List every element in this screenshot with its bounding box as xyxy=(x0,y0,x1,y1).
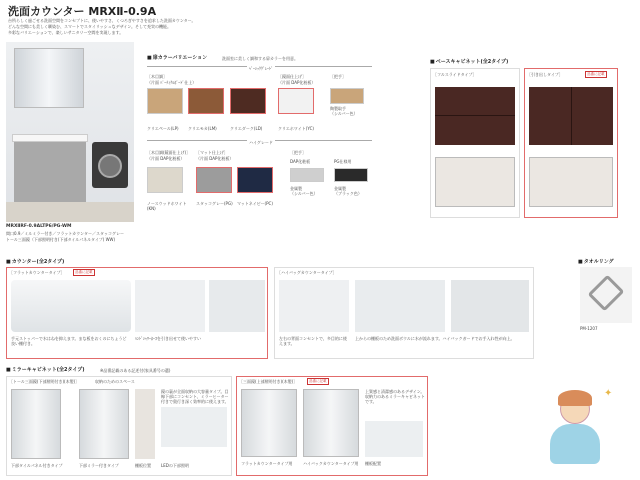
main-product-photo xyxy=(6,42,134,222)
mirror-a-image-4 xyxy=(161,407,227,447)
handle2-label: ［把手］ xyxy=(290,150,306,155)
intro-line-2: どんな空間にも美しく馴染む、スマートでスタイリッシュなデザイン。そして充実の機能。 xyxy=(8,24,171,29)
woman-illustration xyxy=(520,384,630,476)
base-type-b-badge: 品番に記載 xyxy=(587,72,605,76)
mirror-type-b-badge: 品番に記載 xyxy=(309,379,327,383)
photo-model: MRXⅡRF-0.9ALTP6/PG-WM xyxy=(6,224,72,229)
mirror-cap-6: ハイバックカウンタータイプ用 xyxy=(303,461,359,466)
mirror-cap-7: 棚板配置 xyxy=(365,461,381,466)
mirror-title: ■ ミラーキャビネット(全2タイプ) xyxy=(6,366,85,373)
counter-flat-badge: 品番に記載 xyxy=(75,270,93,274)
mirror-cap-5: フラットカウンタータイプ用 xyxy=(241,461,293,466)
intro-line-1: 台所らしく過ごせる洗面空間をコンセプトに、使いやすさ、くつろぎやすさを追求した洗面カウンター。 xyxy=(8,18,196,23)
mirror-a-image-2 xyxy=(79,389,129,459)
swatch-ld[interactable] xyxy=(230,88,266,114)
counter-top xyxy=(12,134,88,142)
base-type-b-open xyxy=(529,157,613,207)
mirror-type-b-label: ［三面鏡(上部照明付き)(木製)］ xyxy=(239,379,298,384)
mirror-note: ※品番記載のある記述付(家具番号の選) xyxy=(100,368,171,373)
wall-mirror xyxy=(14,48,84,108)
counter-flat-image xyxy=(11,280,131,332)
handle-silver-name: 金属製 xyxy=(290,186,302,191)
grade-high-label: ハイグレード xyxy=(249,140,273,145)
handle-sub: （シルバー色） xyxy=(330,111,358,116)
base-type-a-drawer-line xyxy=(435,115,515,116)
page-title: 洗面カウンター MRXⅡ-0.9A xyxy=(8,5,157,18)
wood-sub: （片面 ﾊﾟｰﾃｨｸﾙﾎﾞｰﾄﾞ仕上） xyxy=(147,80,197,85)
mirror-type-a-label: ［トール三面鏡(下部照明付き)(木製)］ xyxy=(9,379,80,384)
handle-silver-sub: （シルバー色） xyxy=(290,191,318,196)
swatch-lm[interactable] xyxy=(188,88,224,114)
base-cabinet-photo xyxy=(14,142,86,202)
base-type-b-divider xyxy=(571,87,572,145)
mirror-type-a-box xyxy=(6,376,232,476)
row2-wood-label: ［木目調(鏡面仕上げ)］ xyxy=(147,150,191,155)
handle-black-name: 金属製 xyxy=(334,186,346,191)
mirror-cap-3: 棚板位置 xyxy=(135,463,151,468)
illustration-hair xyxy=(558,390,592,406)
counter-hibag-image-3 xyxy=(451,280,529,332)
towel-ring-icon xyxy=(588,275,625,312)
photo-caption-2: トール三面鏡（下部照明付き(下部タイルパネルタイプ) WW) xyxy=(6,237,116,242)
mirror-type-b-box xyxy=(236,376,428,476)
swatch-lp-name: クリエペール(LP) xyxy=(147,126,179,131)
counter-hibag-label: ［ハイバッグカウンタータイプ］ xyxy=(277,270,337,275)
towel-model: PM-1207 xyxy=(580,326,598,331)
towel-ring-image xyxy=(580,267,632,323)
counter-flat-box xyxy=(6,267,268,359)
swatch-handle-black[interactable] xyxy=(334,168,368,182)
counter-text-2: ﾊﾝﾄﾞｼｬﾜｰﾎｰｽを引き出せて使いやすい xyxy=(135,336,201,341)
washing-drum xyxy=(98,154,122,178)
swatch-handle-silver[interactable] xyxy=(290,168,324,182)
counter-text-1: 手元ストッパーで水はねを抑えます。まな板をおくのにちょうど良い棚付き。 xyxy=(11,336,127,346)
swatch-lp[interactable] xyxy=(147,88,183,114)
mirror-finish-sub: （片面 DAP化粧板） xyxy=(278,80,316,85)
wood-label: ［木目調］ xyxy=(147,74,167,79)
base-cabinet-title: ■ ベースキャビネット(全2タイプ) xyxy=(430,58,508,65)
floor xyxy=(6,202,134,222)
mirror-cap-2: 下部ミラー付きタイプ xyxy=(79,463,119,468)
counter-flat-label: ［フラットカウンタータイプ］ xyxy=(9,270,65,275)
counter-text-4: 上からの棚板のため洗面ボウルに水が流れます。ハイバックガードでお手入れ性が向上。 xyxy=(355,336,515,341)
photo-caption-1: 間口0.9／ミルミラー付き／フラットカウンター／スタッコグレー xyxy=(6,231,125,236)
counter-hibag-image-2 xyxy=(355,280,445,332)
swatch-pg-name: スタッコグレー(PG) xyxy=(196,201,233,206)
mirror-b-image-3 xyxy=(365,421,423,457)
base-type-a xyxy=(430,68,520,218)
mirror-type-a-sub: 収納のためのスペース xyxy=(95,379,135,384)
base-type-a-cabinet xyxy=(435,87,515,145)
grade-standard-label: ﾍﾞｰｼｯｸｸﾞﾚｰﾄﾞ xyxy=(249,66,273,71)
row2-matte-label: ［マット仕上げ］ xyxy=(196,150,228,155)
mirror-finish-label: ［鏡面仕上げ］ xyxy=(278,74,307,79)
mirror-cap-1: 下部タイルパネル付きタイプ xyxy=(11,463,63,468)
mirror-a-image-3 xyxy=(135,389,155,459)
handle2-b: PG仕様用 xyxy=(334,159,352,164)
counter-hibag-image-1 xyxy=(279,280,349,332)
handle-black-sub: （ブラック色） xyxy=(334,191,362,196)
grade-standard-bar xyxy=(147,66,372,72)
row2-wood-sub: （片面 DAP化粧板） xyxy=(147,156,185,161)
swatch-yc-name: クリエホワイト(YC) xyxy=(278,126,314,131)
mirror-a-image-1 xyxy=(11,389,61,459)
counter-hose-image xyxy=(209,280,265,332)
mirror-b-image-2 xyxy=(303,389,359,457)
counter-text-3: 左右の背面コンセントで、多目的に使えます。 xyxy=(279,336,347,346)
illustration-body xyxy=(550,424,600,464)
swatch-pg[interactable] xyxy=(196,167,232,193)
grade-high-bar xyxy=(147,140,372,146)
counter-title: ■ カウンター(全2タイプ) xyxy=(6,258,64,265)
swatch-kn[interactable] xyxy=(147,167,183,193)
swatch-kn-name: ノースウッドホワイト(KN) xyxy=(147,201,187,211)
swatch-handle[interactable] xyxy=(330,88,364,104)
counter-faucet-image xyxy=(135,280,205,332)
base-type-b-label: ［引き出しタイプ］ xyxy=(527,72,563,77)
handle2-a: DAP化粧板 xyxy=(290,159,311,164)
base-type-b xyxy=(524,68,618,218)
color-section-title: ■ 扉カラーバリエーション xyxy=(147,54,207,61)
swatch-lm-name: クリエモカ(LM) xyxy=(188,126,217,131)
handle-name: 陶製取手 xyxy=(330,106,346,111)
mirror-a-text: 鏡の裏が全面収納の大容量タイプ。目線下部にコンセント、ミラーヒーター付きで奥行き深く効率的に使えます。 xyxy=(161,389,229,404)
row2-matte-sub: （片面 DAP化粧板） xyxy=(196,156,234,161)
swatch-pc-name: マットネイビー(PC) xyxy=(237,201,273,206)
intro-line-3: 多彩なバリエーションで、楽しいサニタリー空間を実現します。 xyxy=(8,30,124,35)
handle-label: ［把手］ xyxy=(330,74,346,79)
swatch-yc[interactable] xyxy=(278,88,314,114)
mirror-b-text: 上質感と清潔感のあるデザイン。収納力のあるミラーキャビネットです。 xyxy=(365,389,425,404)
swatch-ld-name: クリエダーク(LD) xyxy=(230,126,263,131)
mirror-b-image-1 xyxy=(241,389,297,457)
mirror-cap-4: LEDの下部照明 xyxy=(161,463,189,468)
base-type-a-open xyxy=(435,157,515,207)
base-type-a-label: ［フルスライドタイプ］ xyxy=(433,72,477,77)
swatch-pc[interactable] xyxy=(237,167,273,193)
color-section-note: 洗面室に美しく調和する扉カラーを用意。 xyxy=(222,56,298,61)
counter-hibag-box xyxy=(274,267,534,359)
towel-title: ■ タオルリング xyxy=(578,258,614,265)
sparkle-icon: ✦ xyxy=(604,388,613,399)
